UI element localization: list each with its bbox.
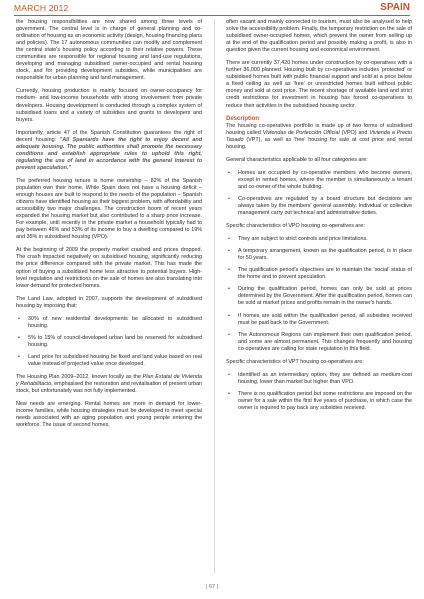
text-span: The Housing Plan 2009–2012, known locally as the [16,374,143,381]
section-heading: Description [226,115,260,122]
text-span: (VPO) and [339,129,370,136]
plan-name: Plan Estatal de Vivienda y Rehabilitacio [16,374,202,388]
paragraph [16,130,202,172]
paragraph: Specific characteristics of VPT housing co-operatives are: [226,358,364,365]
list-item: • Co-operatives are regulated by a board structure but decisions are always taken by the members' general assembly. Individual or collective management carry out technical and administrative duties. [226,196,412,217]
text-span: , emphasised the restoration and revitalisation of present urban stock, but unfortunately was not fully implemented. [16,381,203,395]
paragraph: The preferred housing tenure is home ownership – 82% of the Spanish population own their home. While Spain does not have a housing deficit – enough houses are built to respond to the needs of the population – Spanish citizens have identified housing as their biggest problem, with affordability and accessibility two major challenges. The construction boom of recent years expanded the housing market but also contributed to a sharp price increase. For example, until recently in the private market a household typically had to pay between 46% and 53% of its income to buy a dwelling compared to 19% and 35% in subsidised housing (VPO). [16,177,202,241]
land-law-list [16,316,202,368]
header-rule [14,15,410,16]
right-column [226,19,412,418]
list-item: • The qualification period's objectives are to maintain the 'social' status of the home and to prevent speculation. [226,267,412,281]
list-item: • 30% of new residential developments be allocated to subsidised housing. [16,316,202,330]
list-item: • During the qualification period, homes can only be sold at prices determined by the Government. After the qualification period, homes can be sold at market prices and profits remain in the owner's hands. [226,286,412,307]
vpt-characteristics-list [226,372,412,412]
paragraph: the housing responsibilities are now shared among three levels of government. The central level is in charge of general planning and co-ordination of housing as an economic activity (design, housing financing plans and policies). The 17 autonomous communities can modify and complement the central state's housing policy according to their relative powers. These communities are responsible for regional housing and land-use regulations, developing and managing subsidised owner-occupied and rental housing stock, and for providing development subsidies, while municipalities are responsible for urban planning and land management. [16,19,202,82]
page-number: | 67 | [205,584,219,590]
list-item: • The Autonomous Regions can implement their own qualification period, and some are almost permanent. This changes frequently and housing co-operatives are calling for state regulation in this field. [226,332,412,353]
vpo-characteristics-list [226,236,412,353]
paragraph: General characteristics applicable to all four categories are: [226,156,368,163]
list-item: • Land price for subsidised housing be fixed and land value based on real value instead of projected value once developed. [16,354,202,368]
list-item: • 5% to 15% of council-developed urban land be reserved for subsidised housing. [16,335,202,349]
paragraph: Specific characteristics of VPO housing co-operatives are: [226,223,365,230]
general-characteristics-list [226,170,412,217]
paragraph [226,123,412,151]
page-header [14,3,410,15]
vpt-name: Vivienda a Precio Tasado [226,129,412,143]
list-item: • They are subject to strict controls and price limitations. [226,236,412,243]
text-span: (VPT), as well as 'free' housing for sale at cost price and rental housing. [226,136,412,150]
column-divider [214,19,215,574]
paragraph [16,374,202,395]
list-item: • There is no qualification period but some restrictions are imposed on the owner for a sale within the first five years of purchase, in which case the owner is required to pay back any subsidies received. [226,391,412,412]
paragraph: New needs are emerging. Rental homes are more in demand for lower-income families, while housing strategies must be developed to meet special needs associated with an aging population and young people entering the workforce. The issue of second homes, [16,401,202,429]
paragraph: There are currently 37,420 homes under construction by co-operatives with a further 36,000 planned. Housing built by co-operatives includes 'protected' or subsidised homes built with public financial support and sold at a price below a fixed ceiling as well as 'free' or unrestricted homes built without public money and sold at cost price. The recent shortage of available land and strict credit restrictions for investment in housing has forced co-operatives to reduce their activities in the subsidised housing sector. [226,60,412,109]
paragraph: The Land Law, adopted in 2007, supports the development of subsidised housing by imposing that: [16,295,202,309]
issue-date: MARCH 2012 [14,3,69,13]
paragraph: At the beginning of 2009 the property market crashed and prices dropped. The crash impacted negatively on subsidised housing, significantly reducing the price difference compared with the private market. This has made the option of buying a subsidised home less attractive to potential buyers. High-level regulation and restrictions on the sale of homes are also translating into lower demand for protected homes. [16,247,202,289]
list-item: • Homes are occupied by co-operative members who become owners, except in rented homes, where the member is simultaneously a tenant and co-owner of the whole building. [226,170,412,191]
left-column [16,19,202,435]
text-span: Importantly, article 47 of the Spanish Constitution guarantees the right of decent housing: [16,129,202,143]
country-title: SPAIN [380,2,410,13]
list-item: • A temporary arrangement, known as the qualification period, is in place for 50 years. [226,248,412,262]
text-span: The housing co-operatives portfolio is made up of two forms of subsidised housing called [226,122,412,136]
paragraph: Currently, housing production is mainly focused on owner-occupancy for medium- and low-income households with strong involvement from private developers. Housing development is conducted through a complex system of subsidised loans and a variety of subsidies and grants to developers and buyers. [16,88,202,123]
vpo-name: Viviendas de Portección Official [262,129,340,136]
paragraph: often vacant and mainly connected to tourism, must also be analysed to help solve the accessibility problem. Finally, the temporary restriction on the sale of subsidised owner-occupied homes, which prevent the owner from selling up at the end of the qualification period and possibly making a profit, is also in question given the current housing and economical environment. [226,19,412,54]
list-item: • Identified as an intermediary option, they are defined as medium-cost housing, lower than market but higher than VPO. [226,372,412,386]
constitution-quote: "All Spaniards have the right to enjoy decent and adequate housing. The public authorities shall promote the necessary conditions and establish appropriate rules to uphold this right, regulating the use of land in accordance with the general interest to prevent speculation." [16,136,202,171]
list-item: • If homes are sold within the qualification period, all subsidies received must be paid back to the Government. [226,313,412,327]
